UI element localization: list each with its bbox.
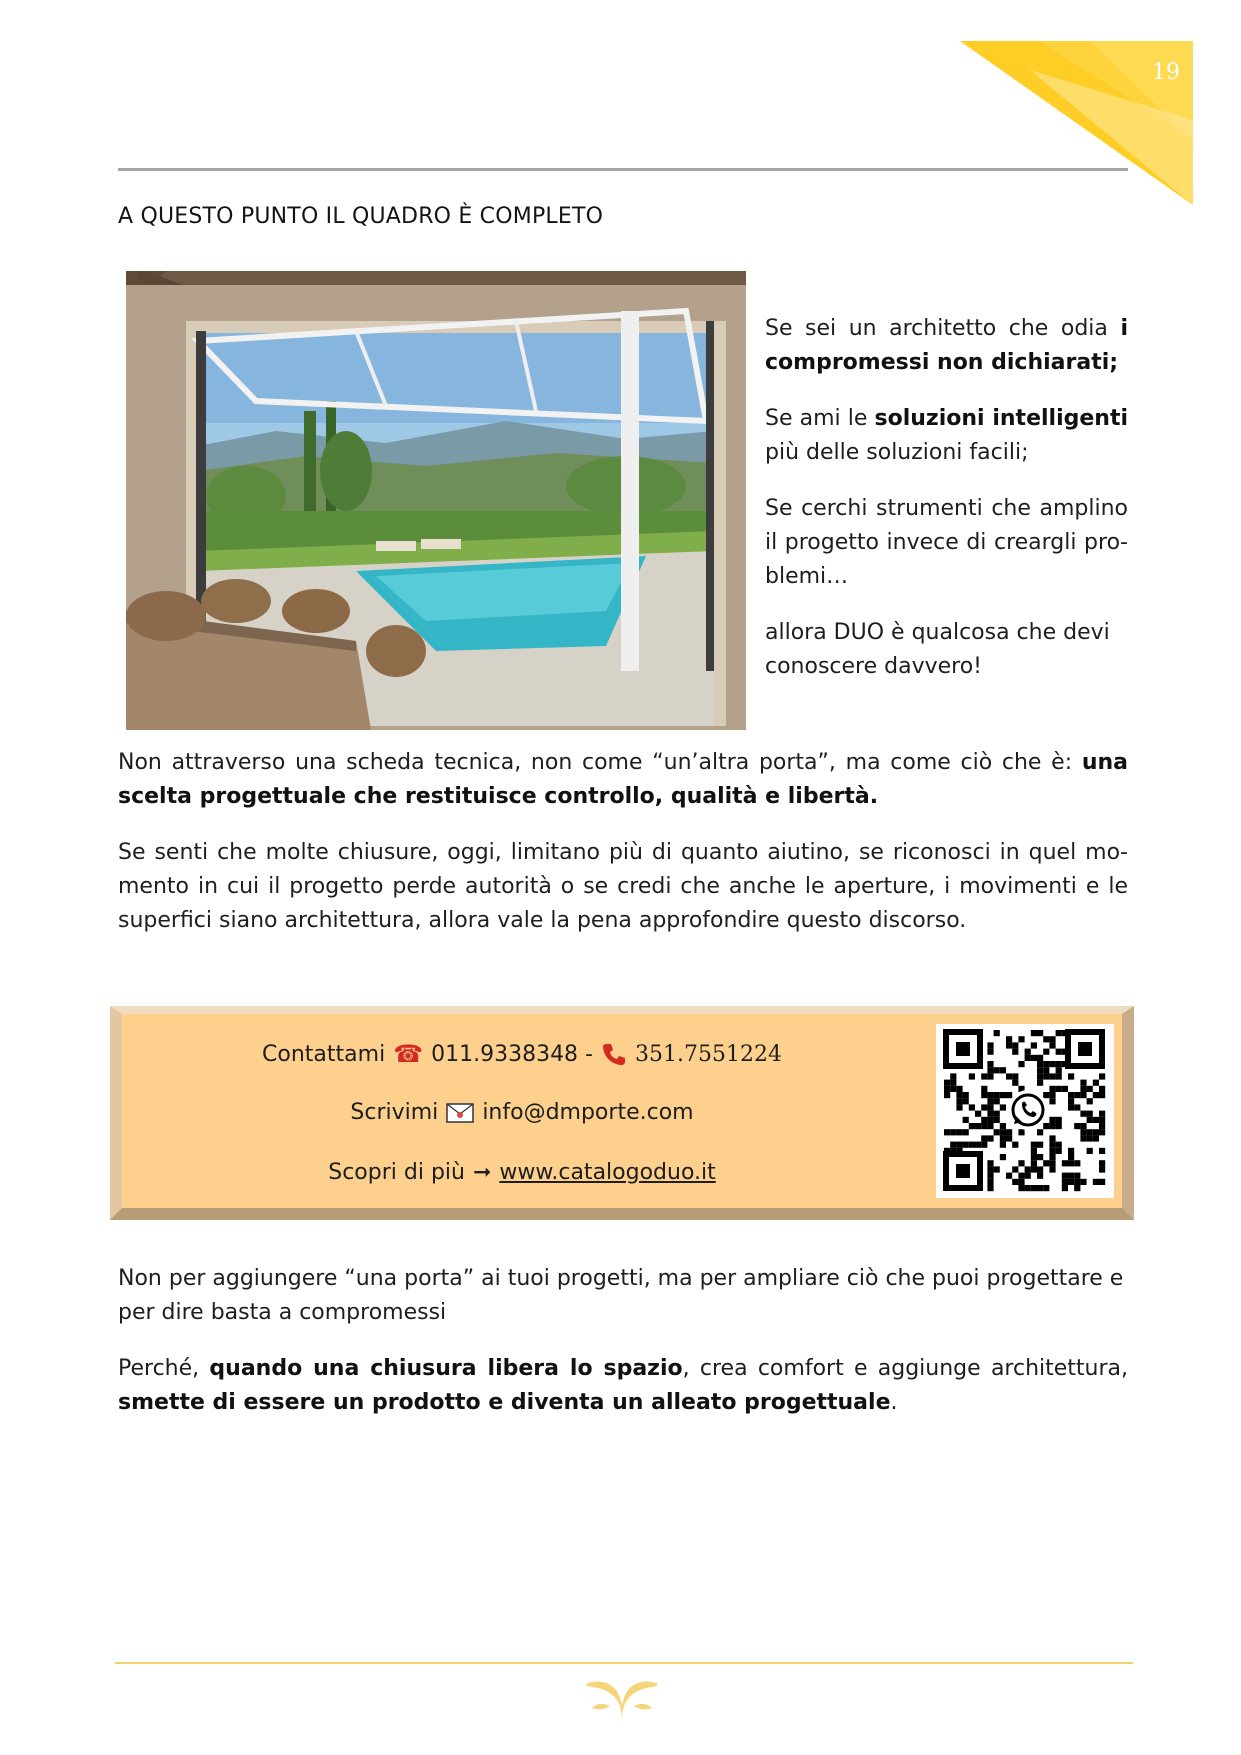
- side-paragraph-3: Se cerchi strumenti che amplino il progetto invece di creargli problemi…: [765, 496, 1128, 589]
- corner-decoration: [0, 0, 1241, 220]
- logo-icon: [584, 1676, 660, 1726]
- side-paragraph-2: Se ami le soluzioni intelligenti più delle soluzioni facili;: [765, 406, 1128, 465]
- phone-number-landline[interactable]: 011.9338348 -: [431, 1041, 593, 1067]
- paragraph-conclusion: Perché, quando una chiusura libera lo spazio, crea comfort e aggiunge architettura, smette di essere un prodotto e diventa un alleato progettuale.: [118, 1356, 1129, 1415]
- paragraph-closures: Se senti che molte chiusure, oggi, limitano più di quanto aiutino, se riconosci in quel momento in cui il progetto perde autorità o se credi che anche le aperture, i movimenti e le superfici siano architettura, allora vale la pena approfondire questo discorso.: [118, 840, 1128, 933]
- page-number: 19: [1152, 60, 1180, 85]
- side-paragraph-1: Se sei un architetto che odia i compromessi non dichiarati;: [765, 316, 1128, 375]
- website-label: Scopri di più: [328, 1160, 465, 1185]
- intro-column: [765, 312, 1128, 706]
- top-divider: [118, 168, 1128, 171]
- pool-photo: [126, 271, 746, 730]
- contact-box: [110, 1006, 1134, 1220]
- phone-icon: ☎: [393, 1040, 424, 1068]
- paragraph-choice: Non attraverso una scheda tecnica, non come “un’altra porta”, ma come ciò che è: una scelta progettuale che restituisce controllo, qualità e libertà.: [118, 750, 1128, 809]
- page-heading: A QUESTO PUNTO IL QUADRO È COMPLETO: [118, 204, 604, 229]
- body-text-upper: [118, 746, 1128, 960]
- website-link[interactable]: www.catalogoduo.it: [499, 1160, 716, 1185]
- mobile-phone-icon: [601, 1041, 627, 1067]
- whatsapp-qr-code[interactable]: [936, 1024, 1114, 1198]
- body-text-lower: [118, 1262, 1128, 1442]
- contact-email-line: [122, 1100, 922, 1125]
- envelope-icon: [446, 1103, 474, 1123]
- contact-website-line: [122, 1160, 922, 1185]
- email-address[interactable]: info@dmporte.com: [482, 1100, 694, 1125]
- contact-phone-line: [122, 1040, 922, 1068]
- arrow-right-icon: ➞: [472, 1160, 492, 1185]
- contact-label: Contattami: [262, 1041, 386, 1067]
- bottom-divider: [115, 1662, 1133, 1664]
- side-paragraph-4: allora DUO è qualcosa che devi conoscere davvero!: [765, 620, 1110, 679]
- paragraph-not-a-door: Non per aggiungere “una porta” ai tuoi progetti, ma per ampliare ciò che puoi progettare e per dire basta a compromessi: [118, 1266, 1124, 1325]
- email-label: Scrivimi: [350, 1100, 439, 1125]
- phone-number-mobile[interactable]: 351.7551224: [635, 1041, 782, 1067]
